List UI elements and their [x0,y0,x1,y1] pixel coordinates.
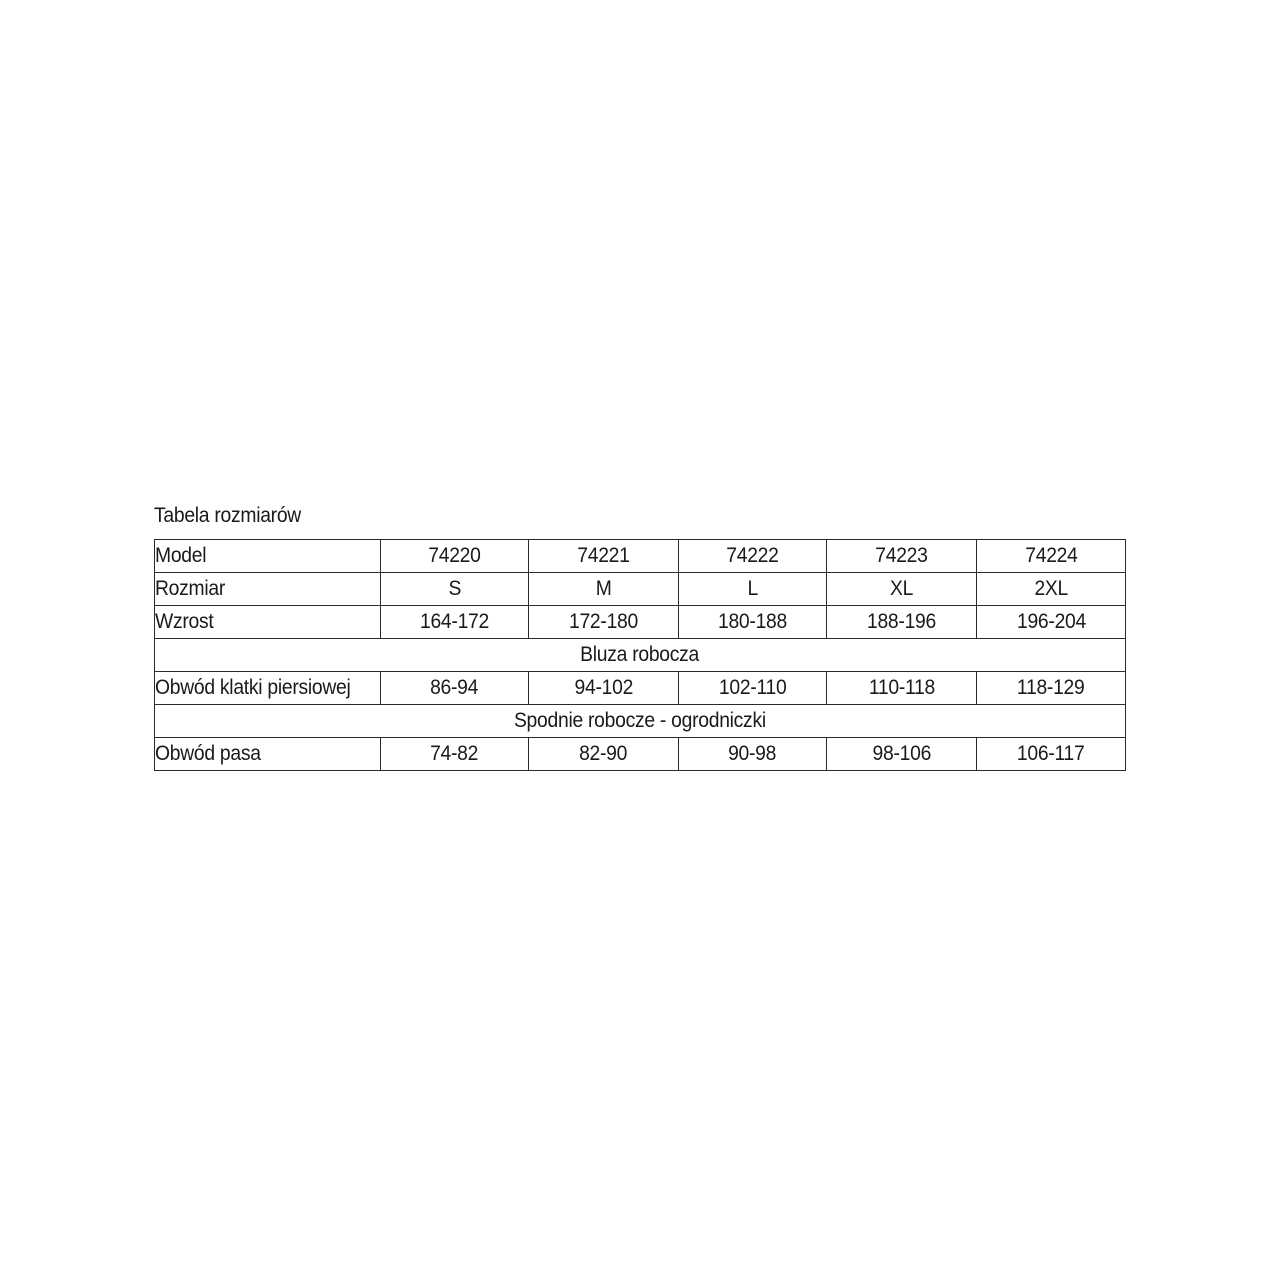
cell-model-1: 74220 [381,540,529,573]
cell-model-5: 74224 [977,540,1126,573]
cell-chest-3: 102-110 [679,672,827,705]
table-row-model [155,540,1126,573]
table-row-waist [155,738,1126,771]
cell-model-4: 74223 [827,540,977,573]
cell-waist-1: 74-82 [381,738,529,771]
section-header-jacket: Bluza robocza [155,639,1126,672]
table-section-row-jacket [155,639,1126,672]
cell-size-4: XL [827,573,977,606]
cell-height-2: 172-180 [529,606,679,639]
row-label-size: Rozmiar [155,573,381,606]
cell-chest-2: 94-102 [529,672,679,705]
table-row-chest [155,672,1126,705]
table-section-row-pants [155,705,1126,738]
cell-size-5: 2XL [977,573,1126,606]
cell-chest-1: 86-94 [381,672,529,705]
section-header-pants: Spodnie robocze - ogrodniczki [155,705,1126,738]
cell-waist-4: 98-106 [827,738,977,771]
size-chart-table [154,539,1126,771]
table-caption: Tabela rozmiarów [154,504,301,527]
cell-chest-5: 118-129 [977,672,1126,705]
cell-height-4: 188-196 [827,606,977,639]
cell-model-2: 74221 [529,540,679,573]
table-row-height [155,606,1126,639]
row-label-chest: Obwód klatki piersiowej [155,672,381,705]
cell-size-3: L [679,573,827,606]
row-label-waist: Obwód pasa [155,738,381,771]
cell-chest-4: 110-118 [827,672,977,705]
cell-waist-5: 106-117 [977,738,1126,771]
cell-height-3: 180-188 [679,606,827,639]
cell-model-3: 74222 [679,540,827,573]
cell-waist-2: 82-90 [529,738,679,771]
table-row-size [155,573,1126,606]
cell-waist-3: 90-98 [679,738,827,771]
cell-size-1: S [381,573,529,606]
cell-size-2: M [529,573,679,606]
row-label-height: Wzrost [155,606,381,639]
cell-height-5: 196-204 [977,606,1126,639]
row-label-model: Model [155,540,381,573]
cell-height-1: 164-172 [381,606,529,639]
